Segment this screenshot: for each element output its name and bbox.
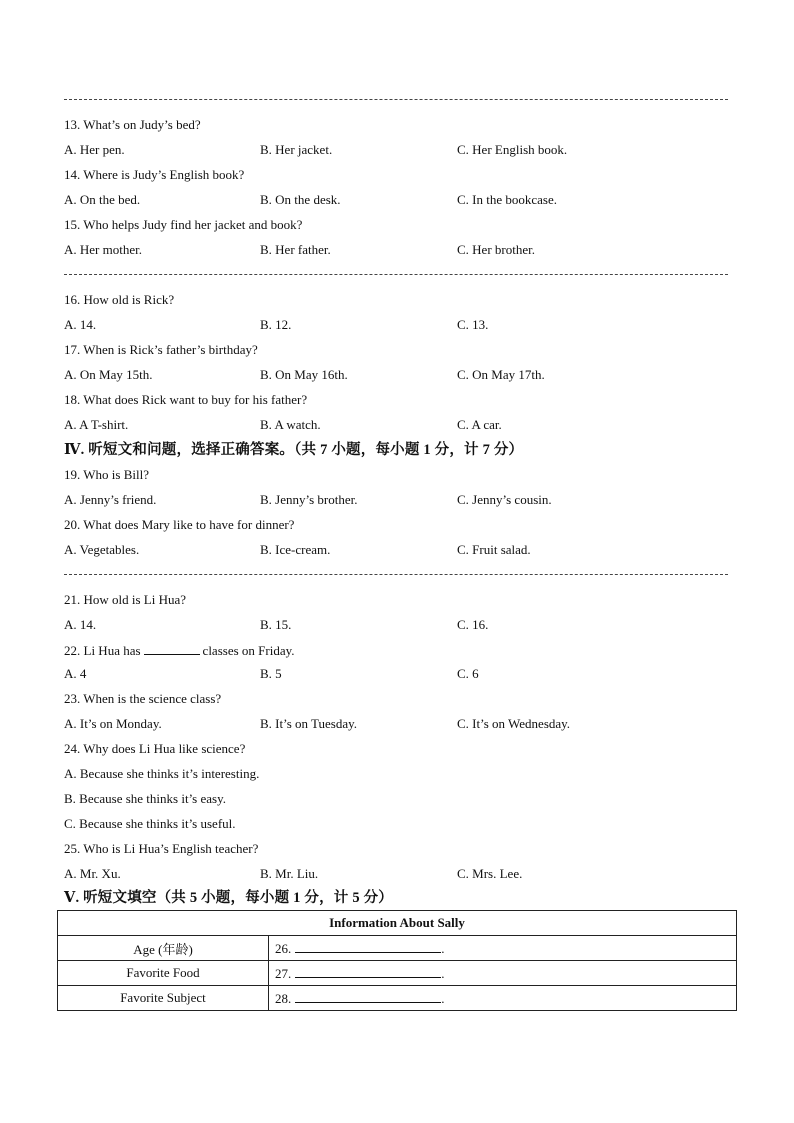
question-14: 14. Where is Judy’s English book? bbox=[64, 167, 245, 182]
q24-option-c: C. Because she thinks it’s useful. bbox=[64, 816, 236, 831]
q19-option-a: A. Jenny’s friend. bbox=[64, 492, 157, 507]
dashed-separator bbox=[64, 574, 728, 575]
q23-option-a: A. It’s on Monday. bbox=[64, 716, 162, 731]
dashed-separator bbox=[64, 274, 728, 275]
q21-option-b: B. 15. bbox=[260, 617, 292, 632]
answer-number: 27. bbox=[275, 966, 292, 981]
question-19: 19. Who is Bill? bbox=[64, 467, 149, 482]
question-15: 15. Who helps Judy find her jacket and book? bbox=[64, 217, 303, 232]
q22-option-c: C. 6 bbox=[457, 666, 479, 681]
answer-cell-26[interactable] bbox=[269, 936, 737, 961]
q13-option-a: A. Her pen. bbox=[64, 142, 125, 157]
q25-option-c: C. Mrs. Lee. bbox=[457, 866, 523, 881]
row-label-age: Age (年龄) bbox=[58, 936, 269, 961]
q15-option-b: B. Her father. bbox=[260, 242, 331, 257]
answer-cell-27[interactable] bbox=[269, 961, 737, 986]
q19-option-b: B. Jenny’s brother. bbox=[260, 492, 358, 507]
info-table bbox=[57, 910, 737, 1011]
question-25: 25. Who is Li Hua’s English teacher? bbox=[64, 841, 259, 856]
q15-option-c: C. Her brother. bbox=[457, 242, 535, 257]
q22-text-before: 22. Li Hua has bbox=[64, 643, 141, 658]
question-13: 13. What’s on Judy’s bed? bbox=[64, 117, 201, 132]
question-24: 24. Why does Li Hua like science? bbox=[64, 741, 246, 756]
q22-text-after: classes on Friday. bbox=[202, 643, 295, 658]
q14-option-c: C. In the bookcase. bbox=[457, 192, 558, 207]
q19-option-c: C. Jenny’s cousin. bbox=[457, 492, 552, 507]
answer-blank-26[interactable] bbox=[295, 939, 441, 953]
q18-option-b: B. A watch. bbox=[260, 417, 321, 432]
q25-option-b: B. Mr. Liu. bbox=[260, 866, 319, 881]
table-title: Information About Sally bbox=[58, 911, 737, 936]
q17-option-a: A. On May 15th. bbox=[64, 367, 153, 382]
answer-blank-28[interactable] bbox=[295, 989, 441, 1003]
q14-option-a: A. On the bed. bbox=[64, 192, 141, 207]
q24-option-a: A. Because she thinks it’s interesting. bbox=[64, 766, 260, 781]
table-row bbox=[58, 961, 737, 986]
table-header-row bbox=[58, 911, 737, 936]
dashed-separator bbox=[64, 99, 728, 100]
row-label-favorite-subject: Favorite Subject bbox=[58, 986, 269, 1011]
q20-option-c: C. Fruit salad. bbox=[457, 542, 531, 557]
q21-option-a: A. 14. bbox=[64, 617, 97, 632]
question-17: 17. When is Rick’s father’s birthday? bbox=[64, 342, 258, 357]
q22-option-b: B. 5 bbox=[260, 666, 282, 681]
q18-option-a: A. A T-shirt. bbox=[64, 417, 129, 432]
q25-option-a: A. Mr. Xu. bbox=[64, 866, 121, 881]
section-5-heading: Ⅴ. 听短文填空（共 5 小题，每小题 1 分，计 5 分） bbox=[64, 890, 393, 906]
question-22 bbox=[64, 642, 295, 659]
q16-option-a: A. 14. bbox=[64, 317, 97, 332]
question-16: 16. How old is Rick? bbox=[64, 292, 175, 307]
question-20: 20. What does Mary like to have for dinner? bbox=[64, 517, 295, 532]
table-row bbox=[58, 936, 737, 961]
question-21: 21. How old is Li Hua? bbox=[64, 592, 187, 607]
q16-option-b: B. 12. bbox=[260, 317, 292, 332]
answer-number: 28. bbox=[275, 991, 292, 1006]
q23-option-b: B. It’s on Tuesday. bbox=[260, 716, 358, 731]
answer-number: 26. bbox=[275, 941, 292, 956]
q24-option-b: B. Because she thinks it’s easy. bbox=[64, 791, 226, 806]
q14-option-b: B. On the desk. bbox=[260, 192, 341, 207]
question-18: 18. What does Rick want to buy for his father? bbox=[64, 392, 308, 407]
table-row bbox=[58, 986, 737, 1011]
question-23: 23. When is the science class? bbox=[64, 691, 222, 706]
answer-period: . bbox=[441, 966, 445, 981]
q16-option-c: C. 13. bbox=[457, 317, 489, 332]
q21-option-c: C. 16. bbox=[457, 617, 489, 632]
row-label-favorite-food: Favorite Food bbox=[58, 961, 269, 986]
q20-option-a: A. Vegetables. bbox=[64, 542, 140, 557]
q15-option-a: A. Her mother. bbox=[64, 242, 142, 257]
q17-option-b: B. On May 16th. bbox=[260, 367, 348, 382]
q13-option-c: C. Her English book. bbox=[457, 142, 568, 157]
q22-option-a: A. 4 bbox=[64, 666, 87, 681]
section-4-heading: Ⅳ. 听短文和问题，选择正确答案。（共 7 小题，每小题 1 分，计 7 分） bbox=[64, 442, 524, 458]
answer-period: . bbox=[441, 991, 445, 1006]
q13-option-b: B. Her jacket. bbox=[260, 142, 333, 157]
q20-option-b: B. Ice-cream. bbox=[260, 542, 331, 557]
q18-option-c: C. A car. bbox=[457, 417, 502, 432]
q22-blank bbox=[144, 642, 200, 655]
answer-cell-28[interactable] bbox=[269, 986, 737, 1011]
q17-option-c: C. On May 17th. bbox=[457, 367, 545, 382]
answer-blank-27[interactable] bbox=[295, 964, 441, 978]
answer-period: . bbox=[441, 941, 445, 956]
q23-option-c: C. It’s on Wednesday. bbox=[457, 716, 571, 731]
